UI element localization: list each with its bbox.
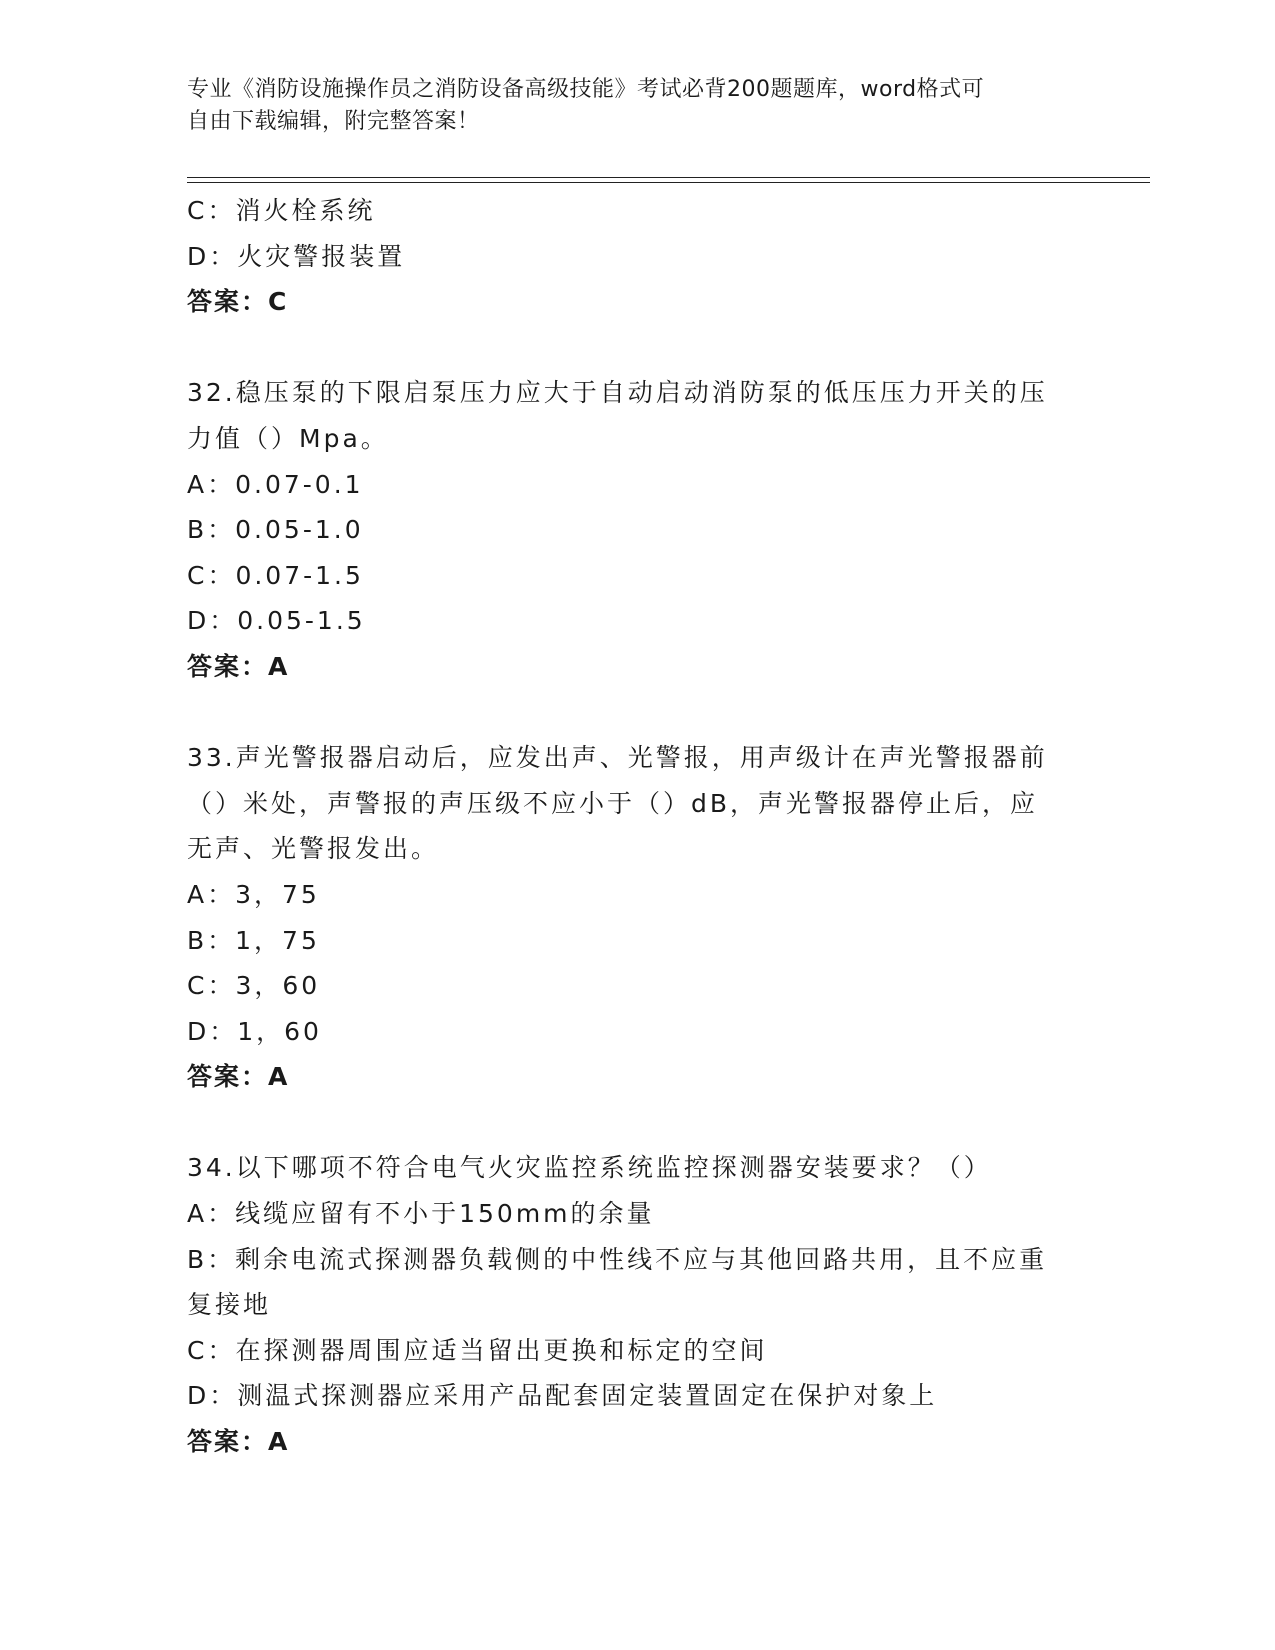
option-c: C：在探测器周围应适当留出更换和标定的空间 xyxy=(187,1335,768,1365)
option-b-continued: 复接地 xyxy=(187,1290,272,1320)
option-b: B：1，75 xyxy=(187,925,320,955)
option-b: B：0.05-1.0 xyxy=(187,515,364,545)
answer: 答案：A xyxy=(187,1062,290,1092)
header-line-2: 自由下载编辑，附完整答案！ xyxy=(187,109,480,134)
answer: 答案：A xyxy=(187,651,290,681)
question-text: 34.以下哪项不符合电气火灾监控系统监控探测器安装要求？（） xyxy=(187,1153,992,1183)
header-rule-bottom xyxy=(187,182,1150,183)
option-d: D：测温式探测器应采用产品配套固定装置固定在保护对象上 xyxy=(187,1381,938,1411)
option-c: C：0.07-1.5 xyxy=(187,560,364,590)
document-header xyxy=(187,74,1067,138)
question-list xyxy=(187,188,1087,1465)
spacer xyxy=(187,1100,1087,1146)
question-31-tail xyxy=(187,188,1087,325)
option-b: B：剩余电流式探测器负载侧的中性线不应与其他回路共用，且不应重 xyxy=(187,1244,1048,1274)
spacer xyxy=(187,690,1087,736)
option-d: D：1，60 xyxy=(187,1016,322,1046)
option-d: D：0.05-1.5 xyxy=(187,606,366,636)
header-line-1: 专业《消防设施操作员之消防设备高级技能》考试必背200题题库，word格式可 xyxy=(187,77,985,102)
header-rule-top xyxy=(187,177,1150,178)
question-text: （）米处，声警报的声压级不应小于（）dB，声光警报器停止后，应 xyxy=(187,788,1039,818)
question-33 xyxy=(187,735,1087,1100)
question-text: 无声、光警报发出。 xyxy=(187,834,440,864)
question-text: 32.稳压泵的下限启泵压力应大于自动启动消防泵的低压压力开关的压 xyxy=(187,378,1048,408)
option-d: D：火灾警报装置 xyxy=(187,241,406,271)
spacer xyxy=(187,325,1087,371)
option-c: C：消火栓系统 xyxy=(187,196,376,225)
question-32 xyxy=(187,370,1087,689)
question-text: 力值（）Mpa。 xyxy=(187,423,389,453)
answer: 答案：C xyxy=(187,287,289,317)
question-text: 33.声光警报器启动后，应发出声、光警报，用声级计在声光警报器前 xyxy=(187,743,1048,773)
option-c: C：3，60 xyxy=(187,971,321,1001)
answer: 答案：A xyxy=(187,1427,290,1457)
option-a: A：3，75 xyxy=(187,879,320,909)
option-a: A：线缆应留有不小于150mm的余量 xyxy=(187,1199,655,1229)
option-a: A：0.07-0.1 xyxy=(187,469,364,499)
question-34 xyxy=(187,1145,1087,1464)
